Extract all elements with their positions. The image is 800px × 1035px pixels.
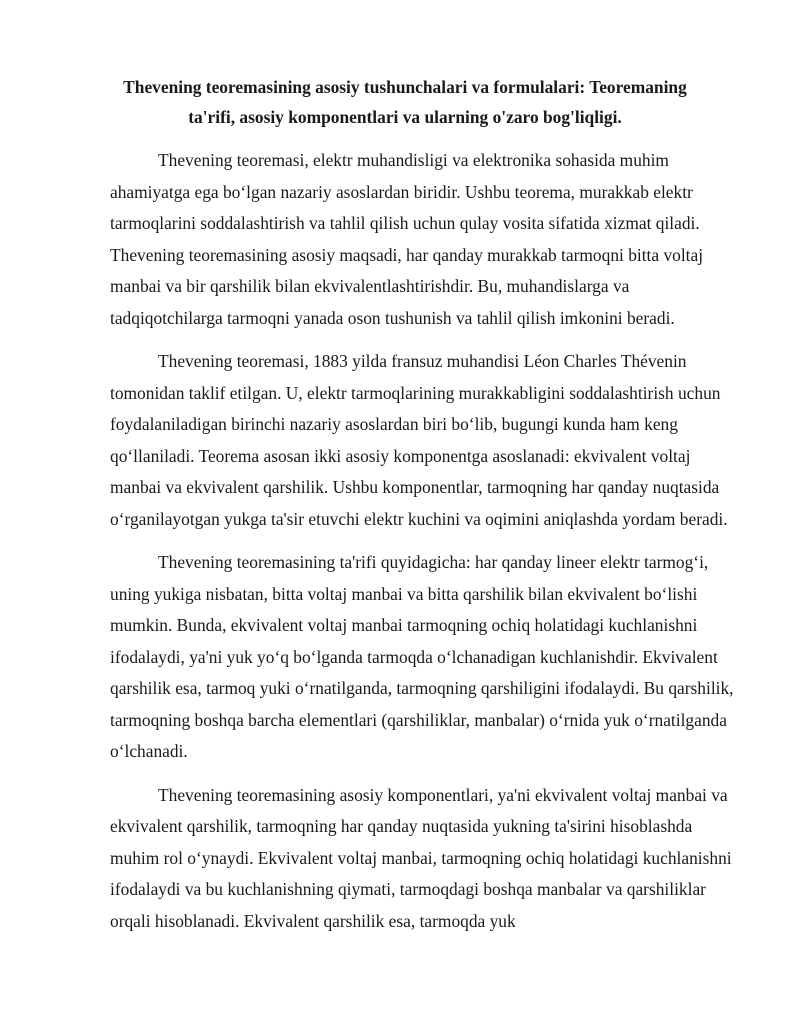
paragraph-4: Thevening teoremasining asosiy komponentlari, ya'ni ekvivalent voltaj manbai va ekvivalent qarshilik, tarmoqning har qanday nuqtasida yukning ta'sirini hisoblashda muhim rol oʻynaydi. Ekvivalent voltaj manbai, tarmoqning ochiq holatidagi kuchlanishni ifodalaydi va bu kuchlanishning qiymati, tarmoqdagi boshqa manbalar va qarshiliklar orqali hisoblanadi. Ekvivalent qarshilik esa, tarmoqda yuk bbox=[110, 784, 732, 931]
paragraph-2: Thevening teoremasi, 1883 yilda fransuz muhandisi Léon Charles Thévenin tomonidan taklif etilgan. U, elektr tarmoqlarining murakkabligini soddalashtirish uchun foydalaniladigan birinchi nazariy asoslardan biri boʻlib, bugungi kunda ham keng qoʻllaniladi. Teorema asosan ikki asosiy komponentga asoslanadi: ekvivalent voltaj manbai va ekvivalent qarshilik. Ushbu komponentlar, tarmoqning har qanday nuqtasida oʻrganilayotgan yukga ta'sir etuvchi elektr kuchini va oqimini aniqlashda yordam beradi. bbox=[110, 351, 728, 529]
paragraph-1: Thevening teoremasi, elektr muhandisligi va elektronika sohasida muhim ahamiyatga ega boʻlgan nazariy asoslardan biridir. Ushbu teorema, murakkab elektr tarmoqlarini soddalashtirish va tahlil qilish uchun qulay vosita sifatida xizmat qiladi. Thevening teoremasining asosiy maqsadi, har qanday murakkab tarmoqni bitta voltaj manbai va bir qarshilik bilan ekvivalentlashtirishdir. Bu, muhandislarga va tadqiqotchilarga tarmoqni yanada oson tushunish va tahlil qilish imkonini beradi. bbox=[110, 150, 704, 328]
paragraph-3: Thevening teoremasining ta'rifi quyidagicha: har qanday lineer elektr tarmogʻi, uning yukiga nisbatan, bitta voltaj manbai va bitta qarshilik bilan ekvivalent boʻlishi mumkin. Bunda, ekvivalent voltaj manbai tarmoqning ochiq holatidagi kuchlanishni ifodalaydi, ya'ni yuk yoʻq boʻlganda tarmoqda oʻlchanadigan kuchlanishdir. Ekvivalent qarshilik esa, tarmoq yuki oʻrnatilganda, tarmoqning qarshiligini ifodalaydi. Bu qarshilik, tarmoqning boshqa barcha elementlari (qarshiliklar, manbalar) oʻrnida yuk oʻrnatilganda oʻlchanadi. bbox=[110, 552, 734, 761]
document-body bbox=[110, 145, 743, 949]
document-title: Thevening teoremasining asosiy tushunchalari va formulalari: Teoremaning ta'rifi, asosiy komponentlari va ularning o'zaro bog'liqligi. bbox=[123, 77, 687, 127]
